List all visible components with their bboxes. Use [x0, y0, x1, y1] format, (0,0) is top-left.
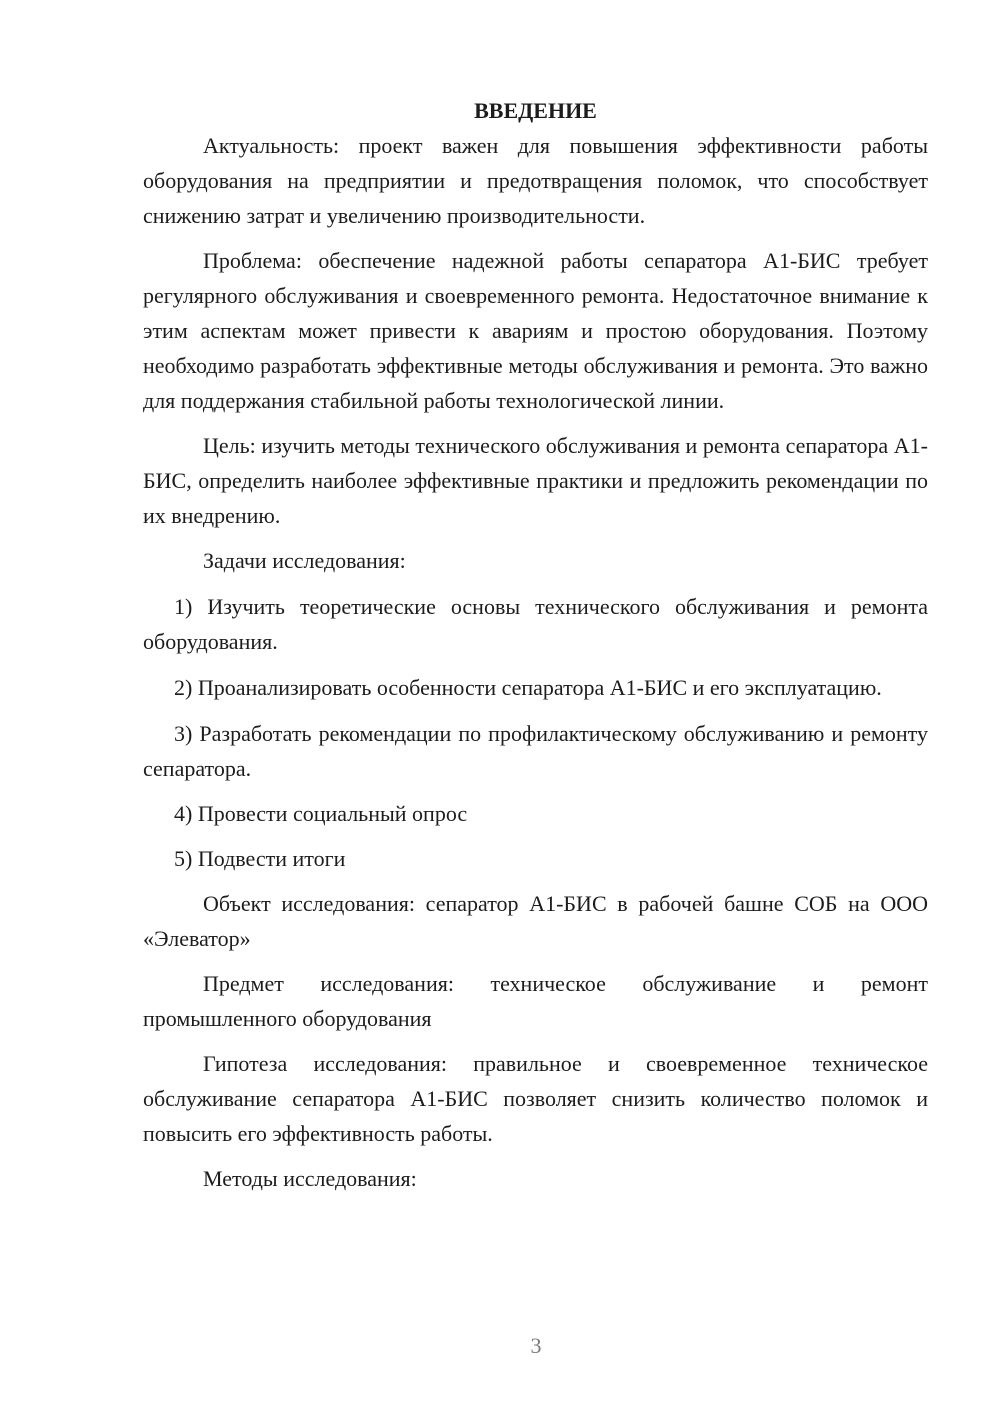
document-title: ВВЕДЕНИЕ — [474, 98, 597, 123]
page-number: 3 — [530, 1333, 542, 1358]
document-body — [143, 93, 928, 1196]
list-item: 5) Подвести итоги — [174, 846, 346, 871]
paragraph-tasks-heading: Задачи исследования: — [203, 548, 406, 573]
paragraph-subject: Предмет исследования: техническое обслуживание и ремонт промышленного оборудования — [143, 971, 928, 1031]
paragraph-hypothesis: Гипотеза исследования: правильное и своевременное техническое обслуживание сепаратора А1-БИС позволяет снизить количество поломок и повысить его эффективность работы. — [143, 1051, 928, 1146]
list-item: 3) Разработать рекомендации по профилактическому обслуживанию и ремонту сепаратора. — [143, 721, 928, 781]
task-list — [143, 589, 928, 876]
paragraph-relevance: Актуальность: проект важен для повышения эффективности работы оборудования на предприятии и предотвращения поломок, что способствует снижению затрат и увеличению производительности. — [143, 133, 928, 228]
list-item: 1) Изучить теоретические основы технического обслуживания и ремонта оборудования. — [143, 594, 928, 654]
paragraph-problem: Проблема: обеспечение надежной работы сепаратора А1-БИС требует регулярного обслуживания и своевременного ремонта. Недостаточное внимание к этим аспектам может привести к авариям и простою оборудования. Поэтому необходимо разработать эффективные методы обслуживания и ремонта. Это важно для поддержания стабильной работы технологической линии. — [143, 248, 928, 413]
list-item: 2) Проанализировать особенности сепаратора А1-БИС и его эксплуатацию. — [174, 675, 882, 700]
list-item: 4) Провести социальный опрос — [174, 801, 468, 826]
paragraph-object: Объект исследования: сепаратор А1-БИС в рабочей башне СОБ на ООО «Элеватор» — [143, 891, 928, 951]
paragraph-goal: Цель: изучить методы технического обслуживания и ремонта сепаратора А1-БИС, определить наиболее эффективные практики и предложить рекомендации по их внедрению. — [143, 433, 928, 528]
paragraph-methods: Методы исследования: — [203, 1166, 417, 1191]
